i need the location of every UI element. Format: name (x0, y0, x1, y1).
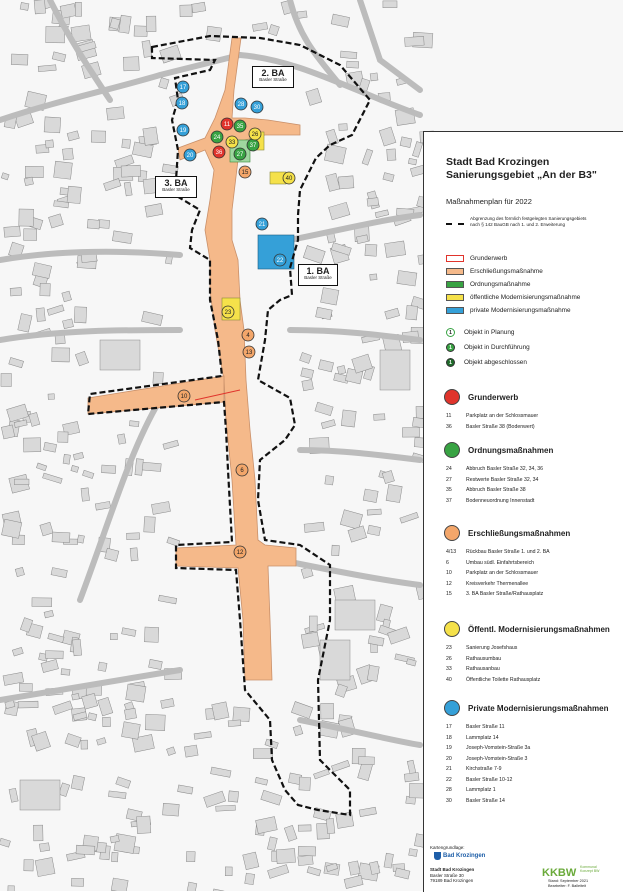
blue-swatch-icon (446, 307, 464, 314)
building (127, 533, 140, 540)
building (58, 432, 68, 443)
building (347, 61, 359, 68)
building (130, 548, 138, 561)
stand-date: Stand: September 2021 (548, 879, 589, 883)
building (117, 434, 126, 444)
boundary-legend: Abgrenzung des förmlich festgelegten Sanierungsgebiets nach § 142 BauGB nach 1. und 2. Erweiterung (446, 216, 595, 227)
building (72, 693, 80, 700)
building (77, 535, 84, 543)
building (18, 701, 38, 708)
building (326, 818, 335, 833)
building (45, 140, 54, 148)
building (100, 340, 140, 370)
section-item: 11 Parkplatz an der Schlossmauer (446, 413, 539, 419)
legend-panel (423, 131, 623, 892)
address-line-3: 79189 Bad Krozingen (430, 878, 474, 883)
section-item: 37 Bodenneuordnung Innenstadt (446, 497, 535, 504)
marker-label: 21 (258, 222, 266, 229)
building (206, 26, 222, 41)
building (34, 0, 46, 14)
building (387, 149, 396, 161)
section-color-dot-icon (444, 525, 460, 541)
building (341, 410, 356, 427)
section-item: 21 Kirchstraße 7-9 (446, 766, 502, 772)
section-item: 4/13 Rückbau Basler Straße 1. und 2. BA (446, 549, 550, 555)
building (62, 148, 73, 160)
section-heading: Öffentl. Modernisierungsmaßnahmen (444, 621, 610, 637)
building (335, 600, 375, 630)
building (386, 484, 402, 502)
building (44, 117, 61, 133)
status-progress: 1 Objekt in Durchführung (446, 343, 530, 352)
building (212, 702, 229, 720)
legend-type-private: private Modernisierungsmaßnahme (446, 307, 571, 314)
building (276, 849, 295, 864)
legend-type-ordnung: Ordnungsmaßnahme (446, 281, 530, 288)
section-item: 6 Umbau südl. Einfahrtsbereich (446, 559, 535, 566)
building (52, 532, 70, 543)
marker-label: 20 (186, 153, 194, 160)
dashed-line-icon (446, 223, 464, 225)
marker-label: 4 (246, 333, 250, 340)
marker-label: 15 (241, 170, 249, 177)
building (14, 479, 29, 485)
legend-title-city: Stadt Bad Krozingen (446, 156, 550, 168)
building (298, 825, 311, 831)
section-item: 22 Basler Straße 10-12 (446, 776, 513, 783)
green-swatch-icon (446, 281, 464, 288)
building (54, 161, 73, 179)
marker-label: 13 (245, 350, 253, 357)
building (91, 131, 105, 143)
building (233, 707, 250, 722)
building (339, 124, 348, 131)
building (23, 438, 40, 452)
building (325, 476, 334, 486)
building (76, 845, 95, 855)
building (1, 425, 14, 439)
footer-credits (430, 843, 623, 891)
building (143, 127, 159, 146)
marker-label: 6 (240, 468, 244, 475)
building (129, 421, 139, 427)
building (340, 51, 357, 59)
building (380, 350, 410, 390)
building (137, 816, 151, 834)
section-item: 15 3. BA Basler Straße/Rathausplatz (446, 591, 544, 597)
marker-label: 12 (236, 550, 244, 557)
building (25, 166, 43, 177)
legend-title-area: Sanierungsgebiet „An der B3" (446, 169, 597, 181)
building (19, 209, 34, 226)
building (1, 519, 21, 538)
building (400, 137, 412, 148)
section-color-dot-icon (444, 621, 460, 637)
building (358, 756, 374, 764)
section-color-dot-icon (444, 700, 460, 716)
building (338, 176, 354, 189)
building (245, 873, 255, 885)
building (63, 454, 70, 464)
building (15, 567, 24, 576)
building (385, 241, 406, 258)
building (24, 177, 33, 186)
building (298, 846, 316, 856)
section-heading: Erschließungsmaßnahmen (444, 525, 570, 541)
building (61, 669, 70, 676)
building (10, 288, 22, 296)
orange-swatch-icon (446, 268, 464, 275)
building (52, 348, 70, 362)
building (111, 878, 128, 891)
marker-label: 26 (251, 132, 259, 139)
building (186, 852, 195, 862)
building (122, 139, 131, 148)
section-item: 17 Basler Straße 11 (446, 724, 505, 730)
marker-label: 28 (237, 102, 245, 109)
building (301, 632, 319, 648)
section-item: 28 Lammplatz 1 (446, 787, 496, 793)
building (144, 627, 158, 642)
building (405, 36, 425, 46)
section-item: 23 Sanierung Josefshaus (446, 645, 518, 651)
marker-label: 27 (236, 152, 244, 159)
status-done: 1 Objekt abgeschlossen (446, 358, 527, 367)
section-item: 12 Kreisverkehr Thermenallee (446, 580, 529, 587)
kartengrundlage-label: Kartengrundlage: (430, 845, 465, 850)
building (19, 683, 32, 691)
marker-label: 35 (236, 124, 244, 131)
legend-type-erschliessung: Erschließungsmaßnahme (446, 268, 543, 275)
building (75, 2, 81, 16)
building (374, 414, 385, 421)
section-item: 36 Basler Straße 38 (Bodenwert) (446, 423, 535, 430)
building (1, 374, 11, 387)
building (71, 775, 85, 790)
marker-label: 37 (249, 143, 257, 150)
building (228, 791, 238, 802)
address-line-1: Stadt Bad Krozingen (430, 867, 475, 872)
building (101, 465, 115, 473)
marker-label: 11 (223, 122, 231, 129)
building (121, 165, 141, 177)
marker-label: 40 (285, 176, 293, 183)
building (46, 27, 65, 43)
building (225, 867, 232, 876)
building (71, 878, 83, 886)
section-color-dot-icon (444, 442, 460, 458)
building (102, 717, 110, 727)
building (153, 372, 164, 384)
building (24, 229, 37, 241)
status-done-icon: 1 (446, 358, 455, 367)
red-outline-swatch-icon (446, 255, 464, 262)
building (163, 803, 180, 816)
building (367, 198, 379, 207)
building (302, 379, 314, 390)
section-item: 27 Restwerte Basler Straße 32, 34 (446, 476, 539, 483)
status-planning-icon: 1 (446, 328, 455, 337)
status-progress-icon: 1 (446, 343, 455, 352)
legend-type-grunderwerb: Grunderwerb (446, 255, 507, 262)
building (404, 772, 419, 782)
building (332, 545, 340, 556)
section-item: 18 Lammplatz 14 (446, 734, 499, 741)
building (20, 2, 29, 10)
building (370, 274, 377, 280)
building (60, 3, 77, 18)
building (4, 226, 21, 237)
building (111, 852, 118, 862)
address-line-2: Basler Straße 30 (430, 872, 464, 878)
building (321, 703, 334, 719)
section-item: 40 Öffentliche Toilette Rathausplatz (446, 676, 541, 683)
building (39, 843, 49, 852)
ba-label-3: 3. BA Basler Straße (155, 176, 197, 198)
building (409, 849, 418, 857)
building (98, 662, 107, 672)
section-color-dot-icon (444, 389, 460, 405)
building (33, 825, 43, 841)
building (141, 462, 161, 471)
section-item: 24 Abbruch Basler Straße 32, 34, 36 (446, 466, 543, 472)
marker-label: 19 (179, 128, 187, 135)
building (397, 271, 417, 286)
plan-title: Maßnahmenplan für 2022 (446, 197, 532, 206)
building (74, 307, 87, 323)
building (370, 73, 378, 81)
building (146, 16, 156, 32)
marker-label: 36 (215, 150, 223, 157)
building (365, 244, 377, 256)
building (106, 107, 124, 120)
building (20, 780, 60, 810)
building (321, 288, 339, 306)
building (32, 598, 52, 607)
building (253, 749, 272, 759)
ba-label-2: 2. BA Basler Straße (252, 66, 294, 88)
building (40, 283, 50, 296)
building (123, 57, 139, 71)
building (87, 219, 100, 229)
building (126, 684, 146, 702)
marker-label: 30 (253, 105, 261, 112)
bad-krozingen-logo: Bad Krozingen (434, 852, 485, 860)
building (81, 740, 88, 749)
section-heading: Private Modernisierungsmaßnahmen (444, 700, 608, 716)
building (124, 708, 136, 719)
section-item: 10 Parkplatz an der Schlossmauer (446, 570, 539, 576)
section-item: 33 Rathausanbau (446, 666, 500, 672)
building (180, 5, 192, 17)
building (337, 365, 346, 374)
marker-label: 10 (180, 394, 188, 401)
building (144, 517, 156, 533)
building (145, 714, 165, 730)
building (11, 54, 28, 65)
building (367, 665, 379, 681)
section-item: 20 Joseph-Vomstein-Straße 3 (446, 755, 528, 762)
bearbeiter: Bearbeiter: F. Balleiteit (548, 883, 586, 888)
section-heading: Ordnungsmaßnahmen (444, 442, 553, 458)
section-item: 26 Rathausumbau (446, 655, 502, 662)
town-crest-icon (434, 852, 441, 860)
building (299, 777, 311, 790)
building (135, 459, 143, 476)
building (48, 394, 54, 400)
building (406, 305, 418, 320)
building (383, 1, 397, 8)
legend-type-modern: öffentliche Modernisierungsmaßnahme (446, 294, 580, 301)
marker-label: 23 (224, 310, 232, 317)
marker-label: 17 (179, 85, 187, 92)
building (309, 616, 317, 631)
section-heading: Grunderwerb (444, 389, 518, 405)
building (228, 720, 241, 727)
yellow-swatch-icon (446, 294, 464, 301)
status-planning: 1 Objekt in Planung (446, 328, 514, 337)
building (36, 308, 45, 322)
building (363, 489, 378, 503)
building (122, 722, 141, 740)
kkbw-logo: KKBW Kommunal Konzept BW (542, 865, 600, 879)
building (367, 509, 381, 515)
building (45, 651, 63, 659)
building (8, 886, 15, 891)
section-item: 35 Abbruch Basler Straße 38 (446, 487, 526, 493)
building (298, 855, 313, 866)
building (216, 805, 236, 811)
building (24, 860, 33, 871)
building (73, 639, 82, 656)
building (119, 15, 131, 33)
building (110, 633, 117, 639)
building (67, 186, 81, 203)
building (81, 488, 90, 501)
marker-label: 18 (178, 101, 186, 108)
marker-label: 22 (276, 258, 284, 265)
building (402, 428, 419, 437)
building (184, 745, 198, 757)
building (192, 2, 206, 13)
building (35, 857, 55, 876)
building (304, 522, 324, 532)
section-item: 30 Basler Straße 14 (446, 797, 505, 804)
marker-label: 33 (228, 140, 236, 147)
ba-label-1: 1. BA Basler Straße (298, 264, 338, 286)
marker-label: 24 (213, 135, 221, 142)
building (134, 26, 147, 37)
section-item: 19 Joseph-Vomstein-Straße 3a (446, 745, 531, 751)
